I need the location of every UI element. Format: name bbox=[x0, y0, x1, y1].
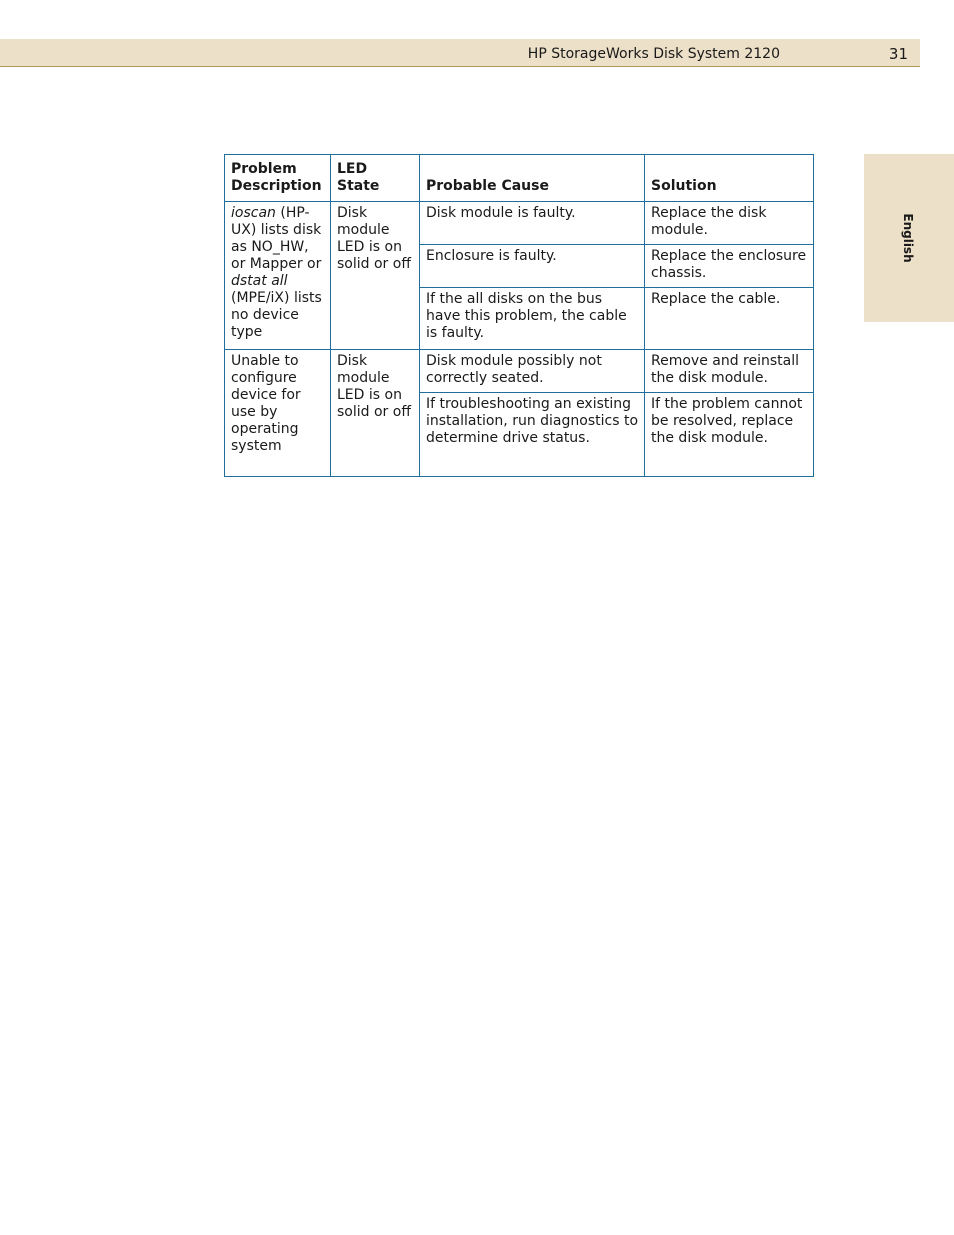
language-tab bbox=[864, 154, 954, 322]
led-state-cell: Disk module LED is on solid or off bbox=[331, 202, 420, 350]
command-ioscan: ioscan bbox=[231, 205, 276, 221]
document-title: HP StorageWorks Disk System 2120 bbox=[527, 46, 780, 62]
probable-cause-cell: If the all disks on the bus have this problem, the cable is faulty. bbox=[420, 288, 645, 350]
problem-text: (MPE/iX) lists no device type bbox=[231, 290, 322, 340]
solution-cell: Remove and reinstall the disk module. bbox=[645, 350, 814, 393]
probable-cause-cell: If troubleshooting an existing installation, run diagnostics to determine drive status. bbox=[420, 393, 645, 477]
command-dstat: dstat all bbox=[231, 273, 288, 289]
language-tab-label: English bbox=[901, 213, 915, 263]
solution-cell: Replace the cable. bbox=[645, 288, 814, 350]
problem-description-cell: Unable to configure device for use by operating system bbox=[225, 350, 331, 477]
solution-cell: Replace the disk module. bbox=[645, 202, 814, 245]
solution-cell: Replace the enclosure chassis. bbox=[645, 245, 814, 288]
probable-cause-cell: Disk module is faulty. bbox=[420, 202, 645, 245]
probable-cause-cell: Enclosure is faulty. bbox=[420, 245, 645, 288]
header-solution: Solution bbox=[645, 155, 814, 202]
problem-description-cell bbox=[225, 202, 331, 350]
header-probable-cause: Probable Cause bbox=[420, 155, 645, 202]
page-header bbox=[0, 39, 920, 67]
table-header-row bbox=[225, 155, 814, 202]
table-row bbox=[225, 350, 814, 393]
troubleshooting-table bbox=[224, 154, 814, 477]
page-number: 31 bbox=[888, 45, 908, 63]
problem-text: (HP-UX) lists disk as NO_HW, or Mapper or bbox=[231, 205, 322, 272]
header-problem-description: Problem Description bbox=[225, 155, 331, 202]
probable-cause-cell: Disk module possibly not correctly seated. bbox=[420, 350, 645, 393]
header-led-state: LED State bbox=[331, 155, 420, 202]
led-state-cell: Disk module LED is on solid or off bbox=[331, 350, 420, 477]
table-row bbox=[225, 202, 814, 245]
solution-cell: If the problem cannot be resolved, replace the disk module. bbox=[645, 393, 814, 477]
